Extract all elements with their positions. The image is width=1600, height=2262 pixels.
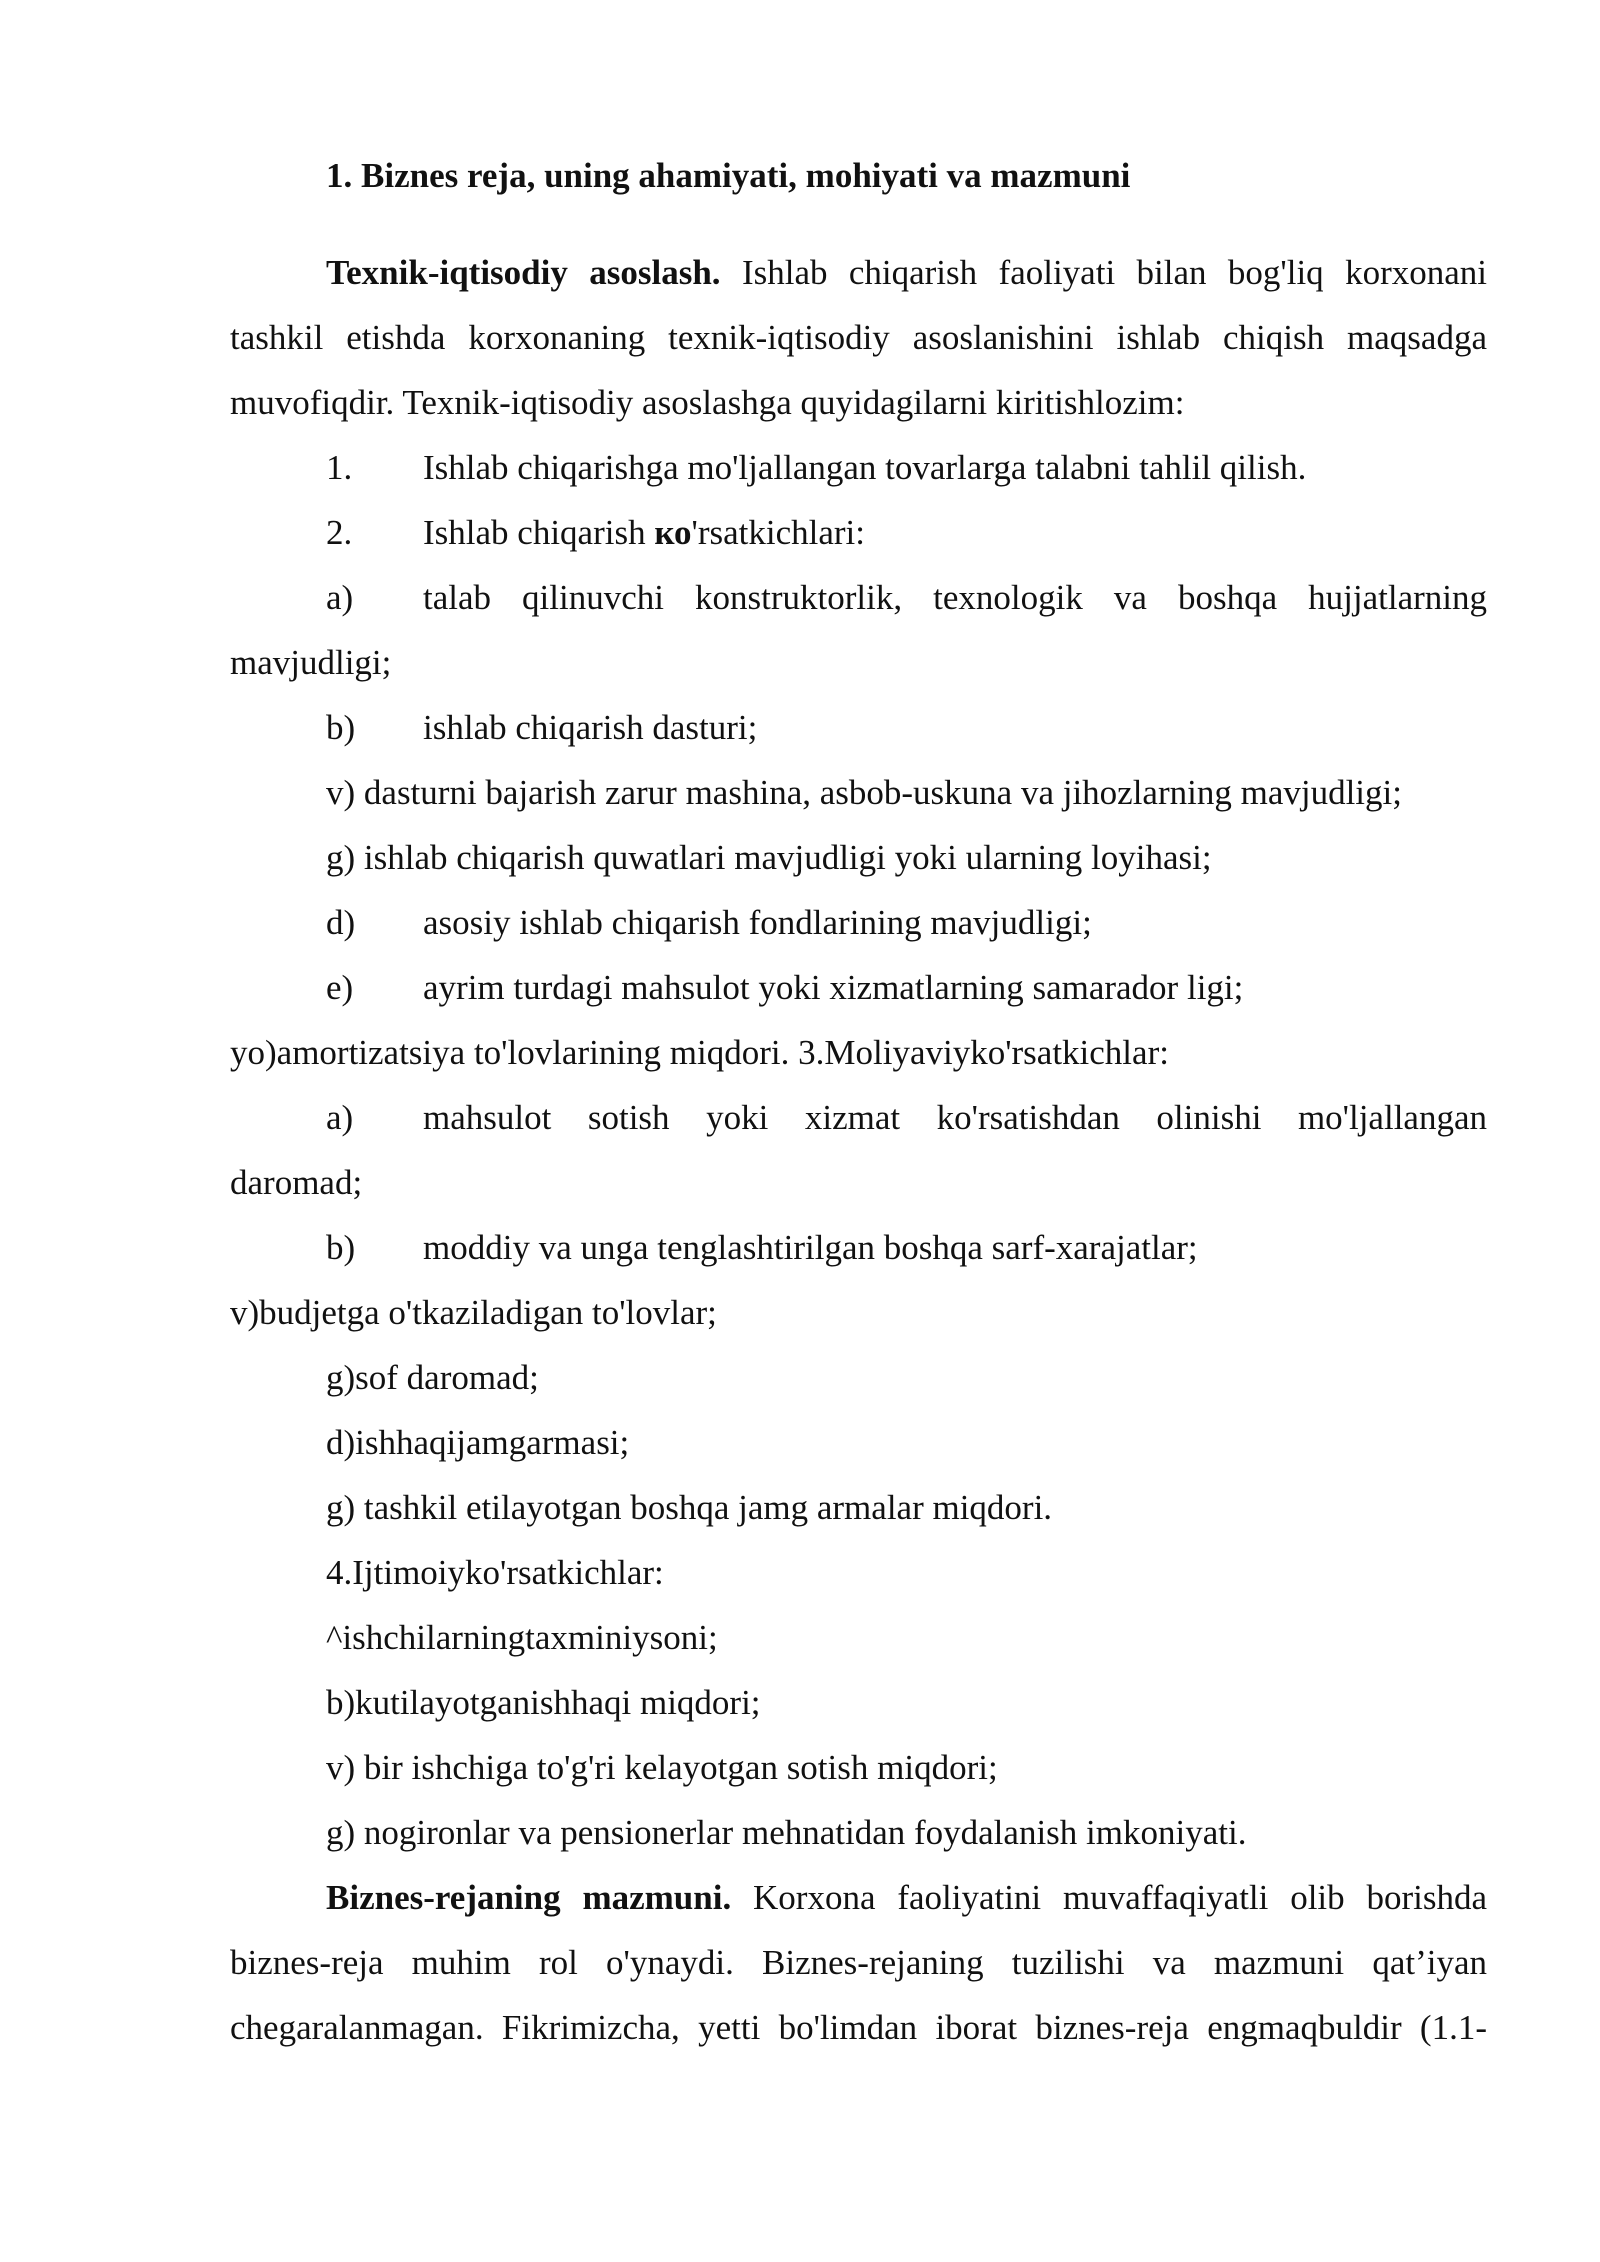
- list-item-d2: d)ishhaqijamgarmasi;: [326, 1423, 630, 1462]
- list-item-text: mahsulot sotish yoki xizmat ko'rsatishdan olinishi mo'ljallangan: [423, 1098, 1487, 1137]
- list-marker: 2.: [326, 513, 353, 552]
- list-marker: 1.: [326, 448, 353, 487]
- list-item-4: 4.Ijtimoiyko'rsatkichlar:: [326, 1553, 664, 1592]
- list-item-text: moddiy va unga tenglashtirilgan boshqa sarf-xarajatlar;: [423, 1228, 1198, 1267]
- list-item-a-line-1: [326, 576, 1487, 620]
- list-item-g4: g) nogironlar va pensionerlar mehnatidan foydalanish imkoniyati.: [326, 1813, 1247, 1852]
- paragraph-1-line-1-text: Ishlab chiqarish faoliyati bilan bog'liq korxonani: [741, 253, 1487, 292]
- list-item-yo: yo)amortizatsiya to'lovlarining miqdori. 3.Moliyaviyko'rsatkichlar:: [230, 1033, 1169, 1072]
- list-item-a-line-2: mavjudligi;: [230, 643, 392, 682]
- list-item-1: [326, 446, 1306, 490]
- section-heading: 1. Biznes reja, uning ahamiyati, mohiyati va mazmuni: [326, 156, 1131, 195]
- list-item-v3: v) bir ishchiga to'g'ri kelayotgan sotish miqdori;: [326, 1748, 998, 1787]
- list-item-b3: b)kutilayotganishhaqi miqdori;: [326, 1683, 761, 1722]
- list-item-text: talab qilinuvchi konstruktorlik, texnologik va boshqa hujjatlarning: [423, 578, 1487, 617]
- list-item-e: [326, 966, 1243, 1010]
- list-item-text: Ishlab chiqarish: [423, 513, 655, 552]
- list-item-v: v) dasturni bajarish zarur mashina, asbob-uskuna va jihozlarning mavjudligi;: [326, 773, 1402, 812]
- paragraph-1-line-1: [326, 251, 1487, 295]
- list-marker: a): [326, 1098, 354, 1137]
- list-item-text: asosiy ishlab chiqarish fondlarining mavjudligi;: [423, 903, 1092, 942]
- list-item-b: [326, 706, 757, 750]
- list-item-text: ayrim turdagi mahsulot yoki xizmatlarning samarador ligi;: [423, 968, 1244, 1007]
- list-marker: b): [326, 708, 356, 747]
- list-item-g2: g)sof daromad;: [326, 1358, 539, 1397]
- list-item-d: [326, 901, 1092, 945]
- paragraph-2-lead: Biznes-rejaning mazmuni.: [326, 1878, 732, 1917]
- list-item-a2-line-2: daromad;: [230, 1163, 363, 1202]
- list-marker: b): [326, 1228, 356, 1267]
- paragraph-2-line-2: biznes-reja muhim rol o'ynaydi. Biznes-rejaning tuzilishi va mazmuni qat’iyan: [230, 1943, 1487, 1982]
- list-item-g: g) ishlab chiqarish quwatlari mavjudligi yoki ularning loyihasi;: [326, 838, 1212, 877]
- list-item-b2: [326, 1226, 1198, 1270]
- list-item-a2-line-1: [326, 1096, 1487, 1140]
- list-marker: e): [326, 968, 354, 1007]
- list-item-text: Ishlab chiqarishga mo'ljallangan tovarlarga talabni tahlil qilish.: [423, 448, 1307, 487]
- paragraph-1-lead: Texnik-iqtisodiy asoslash.: [326, 253, 721, 292]
- list-marker: a): [326, 578, 354, 617]
- list-item-v2: v)budjetga o'tkaziladigan to'lovlar;: [230, 1293, 717, 1332]
- list-item-text: ishlab chiqarish dasturi;: [423, 708, 758, 747]
- paragraph-1-line-2: tashkil etishda korxonaning texnik-iqtisodiy asoslanishini ishlab chiqish maqsadga: [230, 318, 1487, 357]
- list-item-caret: ^ishchilarningtaxminiysoni;: [326, 1618, 718, 1657]
- paragraph-2-line-3: chegaralanmagan. Fikrimizcha, yetti bo'limdan iborat biznes-reja engmaqbuldir (1.1-: [230, 2008, 1487, 2047]
- paragraph-2-line-1-text: Korxona faoliyatini muvaffaqiyatli olib borishda: [753, 1878, 1487, 1917]
- paragraph-1-line-3: muvofiqdir. Texnik-iqtisodiy asoslashga quyidagilarni kiritishlozim:: [230, 383, 1185, 422]
- paragraph-2-line-1: [326, 1876, 1487, 1920]
- list-marker: d): [326, 903, 356, 942]
- list-item-text: 'rsatkichlari:: [691, 513, 866, 552]
- list-item-g3: g) tashkil etilayotgan boshqa jamg armalar miqdori.: [326, 1488, 1053, 1527]
- list-item-text-bold: ко: [654, 513, 692, 552]
- list-item-2: [326, 511, 865, 555]
